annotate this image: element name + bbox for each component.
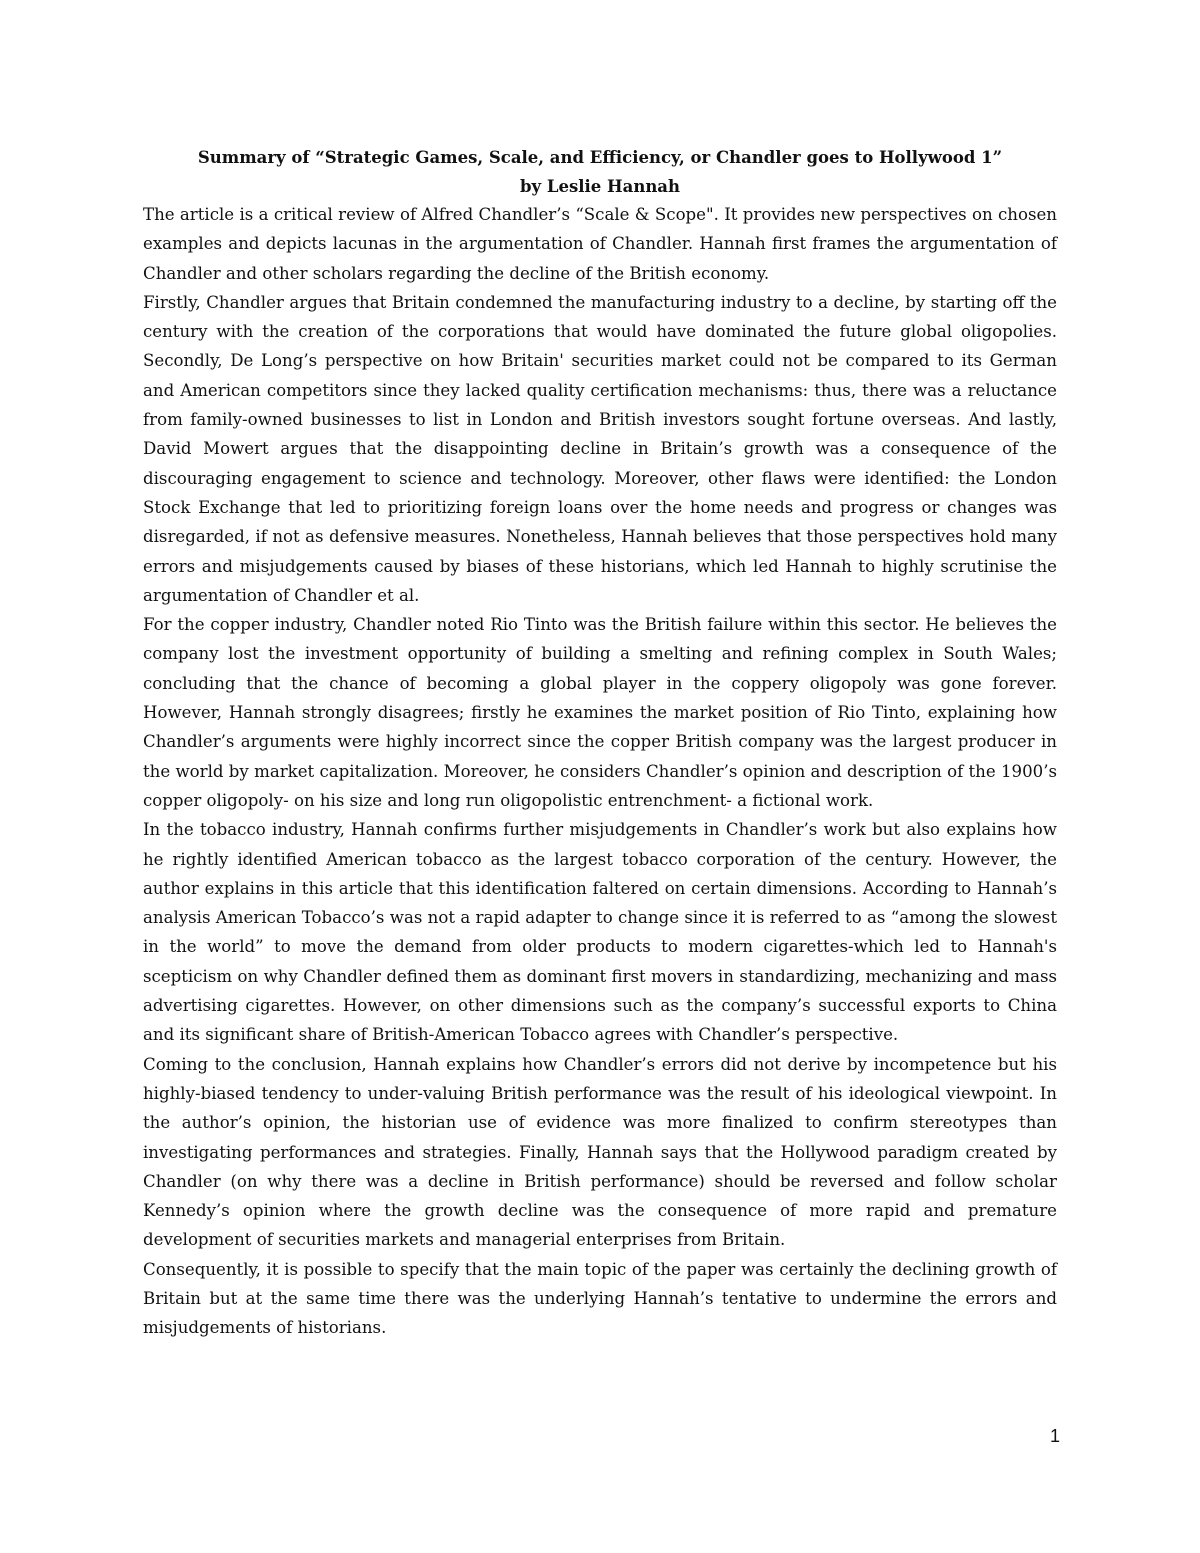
document-body bbox=[143, 200, 1057, 1343]
paragraph-final-remark: Consequently, it is possible to specify that the main topic of the paper was certainly the declining growth of Britain but at the same time there was the underlying Hannah’s tentative to undermine the errors and misjudgements of historians. bbox=[143, 1259, 1057, 1338]
paragraph-tobacco-industry: In the tobacco industry, Hannah confirms further misjudgements in Chandler’s work but also explains how he rightly identified American tobacco as the largest tobacco corporation of the century. However, the author explains in this article that this identification faltered on certain dimensions. According to Hannah’s analysis American Tobacco’s was not a rapid adapter to change since it is referred to as “among the slowest in the world” to move the demand from older products to modern cigarettes-which led to Hannah's scepticism on why Chandler defined them as dominant first movers in standardizing, mechanizing and mass advertising cigarettes. However, on other dimensions such as the company’s successful exports to China and its significant share of British-American Tobacco agrees with Chandler’s perspective. bbox=[143, 820, 1057, 1045]
paragraph-intro: The article is a critical review of Alfred Chandler’s “Scale & Scope". It provides new perspectives on chosen examples and depicts lacunas in the argumentation of Chandler. Hannah first frames the argumentation of Chandler and other scholars regarding the decline of the British economy. bbox=[143, 205, 1057, 283]
paragraph-perspectives: Firstly, Chandler argues that Britain condemned the manufacturing industry to a decline, by starting off the century with the creation of the corporations that would have dominated the future global oligopolies. Secondly, De Long’s perspective on how Britain' securities market could not be compared to its German and American competitors since they lacked quality certification mechanisms: thus, there was a reluctance from family-owned businesses to list in London and British investors sought fortune overseas. And lastly, David Mowert argues that the disappointing decline in Britain’s growth was a consequence of the discouraging engagement to science and technology. Moreover, other flaws were identified: the London Stock Exchange that led to prioritizing foreign loans over the home needs and progress or changes was disregarded, if not as defensive measures. Nonetheless, Hannah believes that those perspectives hold many errors and misjudgements caused by biases of these historians, which led Hannah to highly scrutinise the argumentation of Chandler et al. bbox=[143, 292, 1057, 605]
page-number: 1 bbox=[1049, 1426, 1060, 1446]
paragraph-copper-industry: For the copper industry, Chandler noted Rio Tinto was the British failure within this sector. He believes the company lost the investment opportunity of building a smelting and refining complex in South Wales; concluding that the chance of becoming a global player in the coppery oligopoly was gone forever. However, Hannah strongly disagrees; firstly he examines the market position of Rio Tinto, explaining how Chandler’s arguments were highly incorrect since the copper British company was the largest producer in the world by market capitalization. Moreover, he considers Chandler’s opinion and description of the 1900’s copper oligopoly- on his size and long run oligopolistic entrenchment- a fictional work. bbox=[143, 615, 1057, 810]
document-title: Summary of “Strategic Games, Scale, and Efficiency, or Chandler goes to Hollywood 1” bbox=[197, 148, 1003, 167]
paragraph-conclusion: Coming to the conclusion, Hannah explains how Chandler’s errors did not derive by incompetence but his highly-biased tendency to under-valuing British performance was the result of his ideological viewpoint. In the author’s opinion, the historian use of evidence was more finalized to confirm stereotypes than investigating performances and strategies. Finally, Hannah says that the Hollywood paradigm created by Chandler (on why there was a decline in British performance) should be reversed and follow scholar Kennedy’s opinion where the growth decline was the consequence of more rapid and premature development of securities markets and managerial enterprises from Britain. bbox=[143, 1054, 1057, 1250]
document-byline: by Leslie Hannah bbox=[520, 177, 680, 196]
